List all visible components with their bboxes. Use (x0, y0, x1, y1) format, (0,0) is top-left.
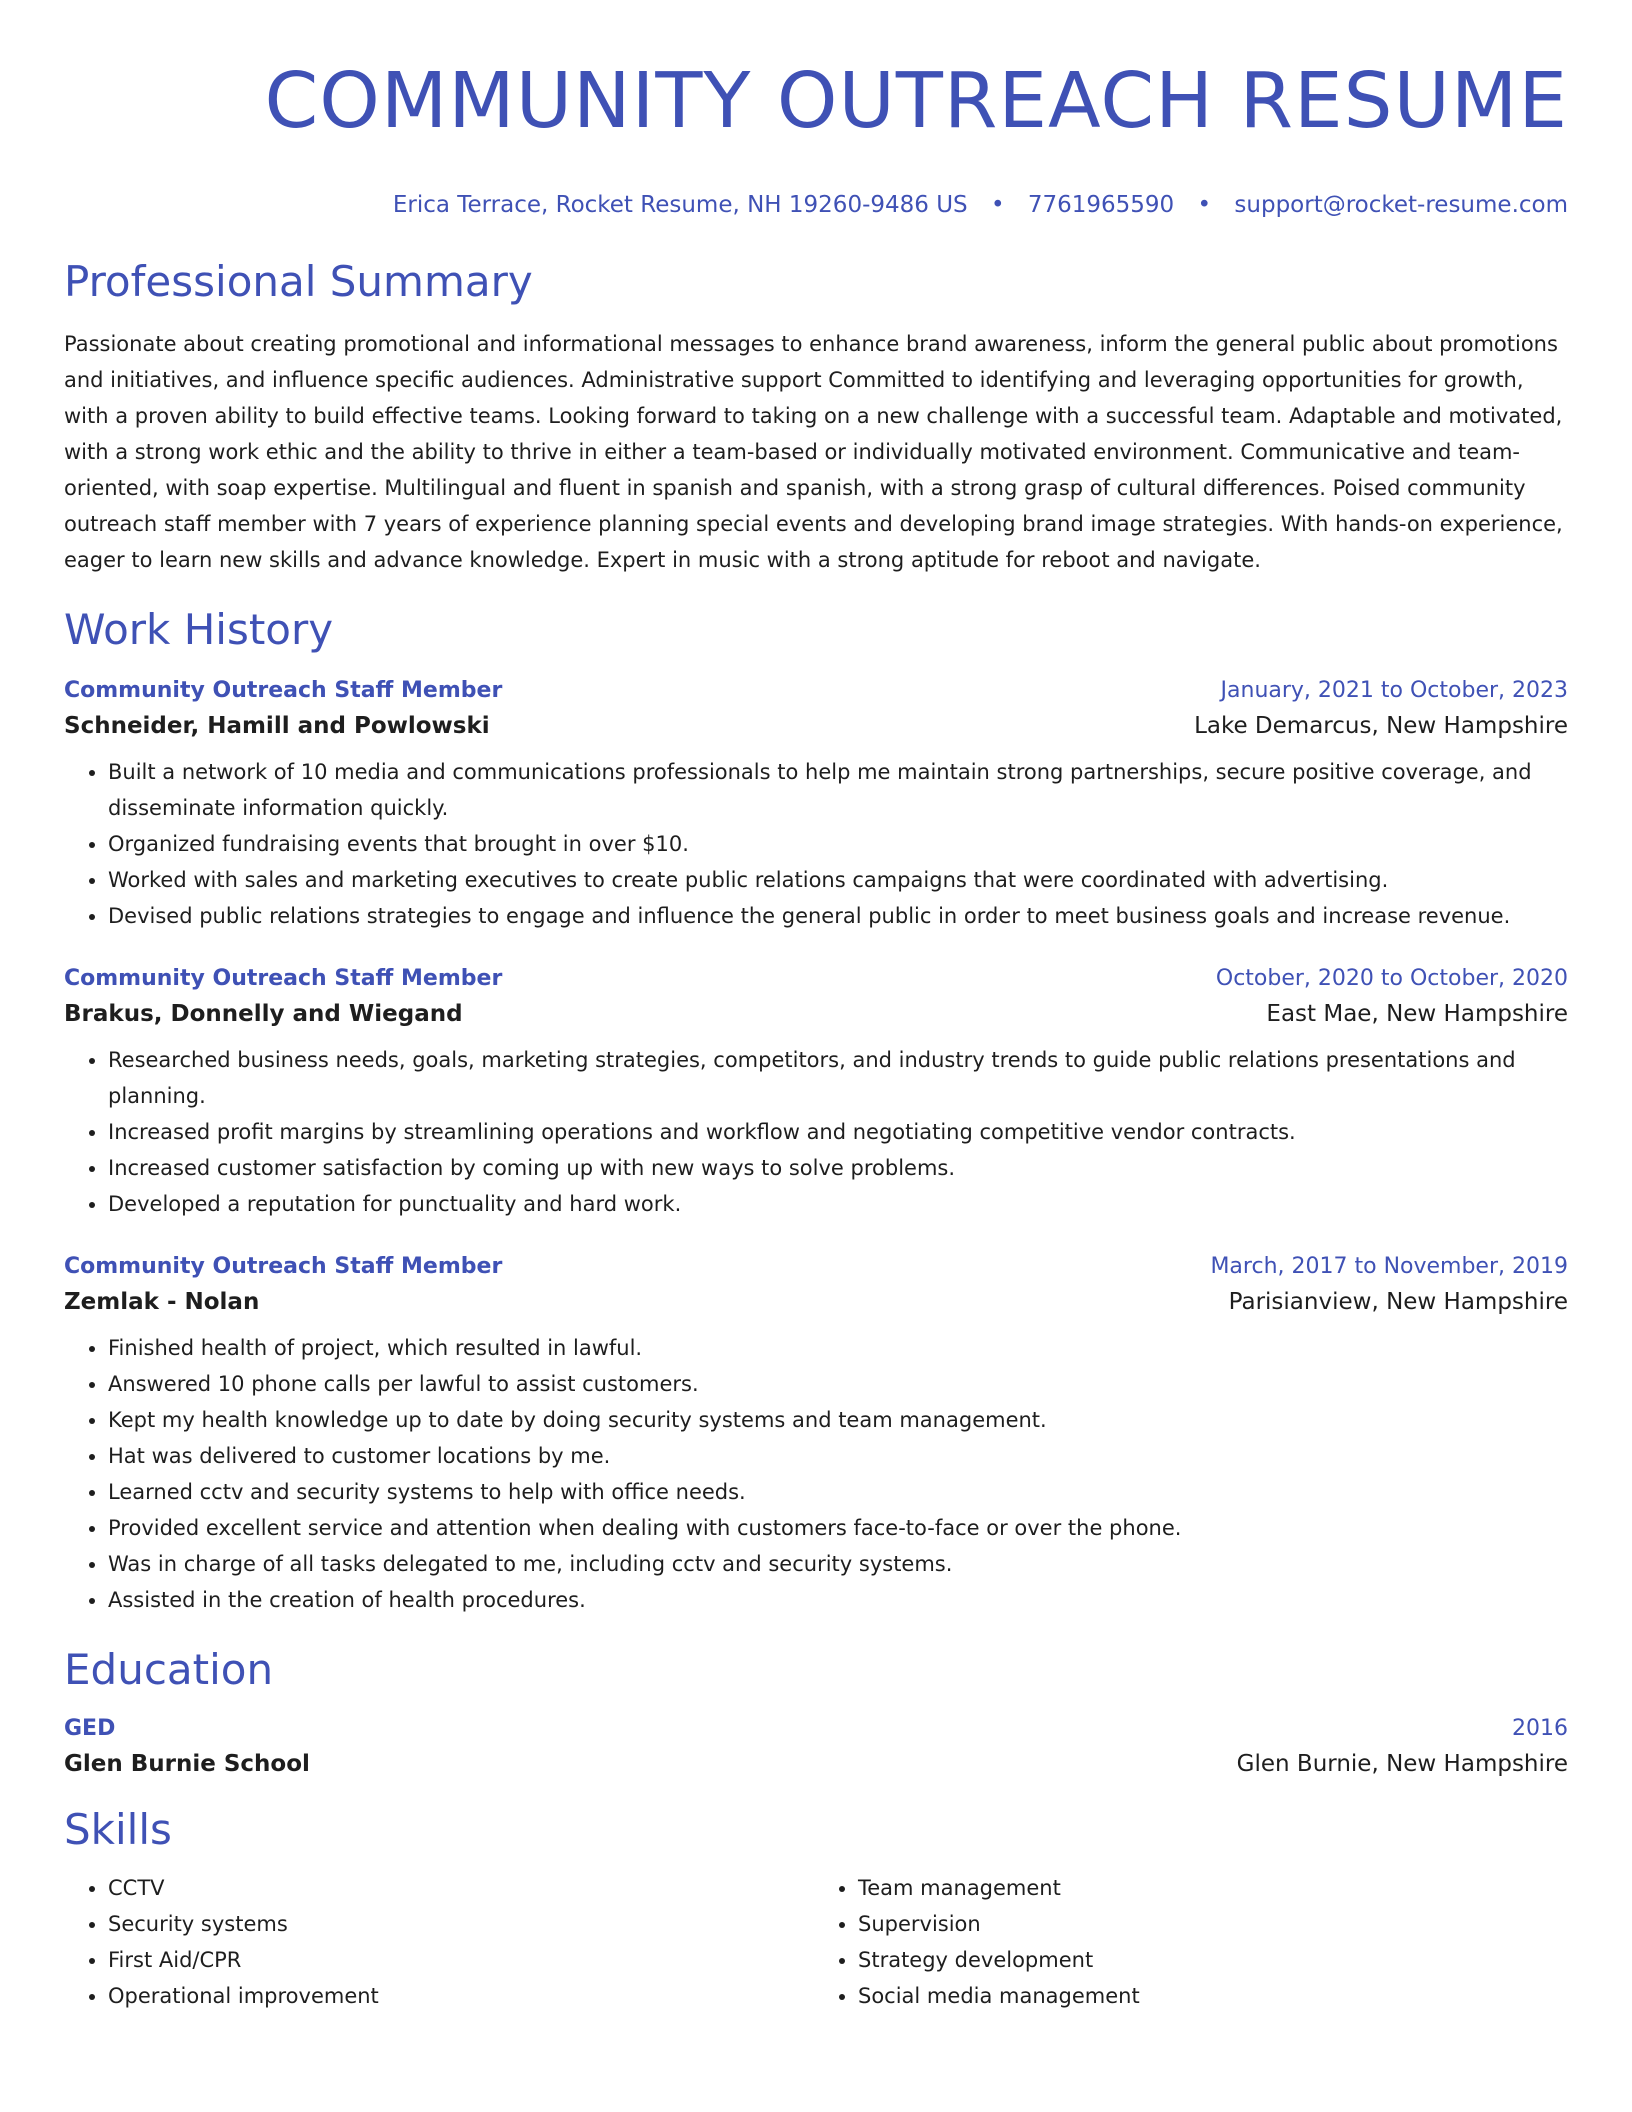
job-bullet: • Hat was delivered to customer locations by me. (108, 1438, 1568, 1474)
job-location: East Mae, New Hampshire (1266, 1001, 1568, 1027)
job-role: Community Outreach Staff Member (64, 678, 503, 703)
resume-page (64, 0, 1568, 2014)
job-dates: January, 2021 to October, 2023 (1220, 678, 1568, 703)
contact-separator: • (990, 192, 1005, 218)
skill-item: • Security systems (108, 1906, 808, 1942)
job-company: Brakus, Donnelly and Wiegand (64, 1001, 463, 1027)
job-dates: March, 2017 to November, 2019 (1210, 1254, 1568, 1279)
job-bullet: • Provided excellent service and attention when dealing with customers face-to-face or over the phone. (108, 1510, 1568, 1546)
job-bullet: • Learned cctv and security systems to help with office needs. (108, 1474, 1568, 1510)
contact-line (64, 190, 1568, 220)
skill-item: • Social media management (858, 1978, 1558, 2014)
job-bullet: • Kept my health knowledge up to date by doing security systems and team management. (108, 1402, 1568, 1438)
education-entry (64, 1714, 1568, 1784)
job-role: Community Outreach Staff Member (64, 966, 503, 991)
skill-item: • Team management (858, 1870, 1558, 1906)
education-location: Glen Burnie, New Hampshire (1236, 1751, 1568, 1777)
job-company: Schneider, Hamill and Powlowski (64, 713, 490, 739)
work-history-heading: Work History (64, 605, 334, 654)
job-bullets (64, 1330, 1568, 1618)
resume-title: COMMUNITY OUTREACH RESUME (264, 57, 1568, 146)
contact-email: support@rocket-resume.com (1234, 192, 1568, 218)
job-entry (64, 964, 1568, 1222)
skills-list (64, 1870, 1568, 2014)
job-bullet: • Developed a reputation for punctuality and hard work. (108, 1186, 1568, 1222)
job-bullet: • Increased customer satisfaction by coming up with new ways to solve problems. (108, 1150, 1568, 1186)
job-dates: October, 2020 to October, 2020 (1215, 966, 1568, 991)
skill-item: • CCTV (108, 1870, 808, 1906)
skill-item: • Strategy development (858, 1942, 1558, 1978)
education-degree: GED (64, 1716, 116, 1741)
summary-text: Passionate about creating promotional and informational messages to enhance brand awareness, inform the general public about promotions and initiatives, and influence specific audiences. Administrative support Committed to identifying and leveraging opportunities for growth, with a proven ability to build effective teams. Looking forward to taking on a new challenge with a successful team. Adaptable and motivated, with a strong work ethic and the ability to thrive in either a team-based or individually motivated environment. Communicative and team-oriented, with soap expertise. Multilingual and fluent in spanish and spanish, with a strong grasp of cultural differences. Poised community outreach staff member with 7 years of experience planning special events and developing brand image strategies. With hands-on experience, eager to learn new skills and advance knowledge. Expert in music with a strong aptitude for reboot and navigate. (64, 332, 1563, 572)
summary-heading: Professional Summary (64, 257, 533, 306)
skill-item: • Operational improvement (108, 1978, 808, 2014)
job-entry (64, 1252, 1568, 1618)
job-bullets (64, 754, 1568, 934)
skill-item: • Supervision (858, 1906, 1558, 1942)
job-bullet: • Was in charge of all tasks delegated to me, including cctv and security systems. (108, 1546, 1568, 1582)
job-bullet: • Increased profit margins by streamlining operations and workflow and negotiating competitive vendor contracts. (108, 1114, 1568, 1150)
job-bullet: • Assisted in the creation of health procedures. (108, 1582, 1568, 1618)
job-bullet: • Answered 10 phone calls per lawful to assist customers. (108, 1366, 1568, 1402)
job-bullet: • Devised public relations strategies to engage and influence the general public in order to meet business goals and increase revenue. (108, 898, 1568, 934)
job-location: Parisianview, New Hampshire (1228, 1289, 1568, 1315)
job-role: Community Outreach Staff Member (64, 1254, 503, 1279)
job-company: Zemlak - Nolan (64, 1289, 260, 1315)
contact-separator: • (1197, 192, 1212, 218)
job-bullets (64, 1042, 1568, 1222)
education-school: Glen Burnie School (64, 1751, 310, 1777)
skills-column-right (808, 1870, 1558, 2014)
job-bullet: • Finished health of project, which resulted in lawful. (108, 1330, 1568, 1366)
education-heading: Education (64, 1645, 274, 1694)
contact-address: Erica Terrace, Rocket Resume, NH 19260-9486 US (392, 192, 968, 218)
education-year: 2016 (1512, 1716, 1568, 1741)
job-entry (64, 676, 1568, 934)
job-bullet: • Organized fundraising events that brought in over $10. (108, 826, 1568, 862)
skills-column-left (64, 1870, 808, 2014)
job-bullet: • Built a network of 10 media and communications professionals to help me maintain strong partnerships, secure positive coverage, and disseminate information quickly. (108, 754, 1568, 826)
skill-item: • First Aid/CPR (108, 1942, 808, 1978)
job-bullet: • Worked with sales and marketing executives to create public relations campaigns that were coordinated with advertising. (108, 862, 1568, 898)
skills-heading: Skills (64, 1805, 172, 1854)
contact-phone: 7761965590 (1027, 192, 1175, 218)
job-bullet: • Researched business needs, goals, marketing strategies, competitors, and industry trends to guide public relations presentations and planning. (108, 1042, 1568, 1114)
job-location: Lake Demarcus, New Hampshire (1194, 713, 1568, 739)
